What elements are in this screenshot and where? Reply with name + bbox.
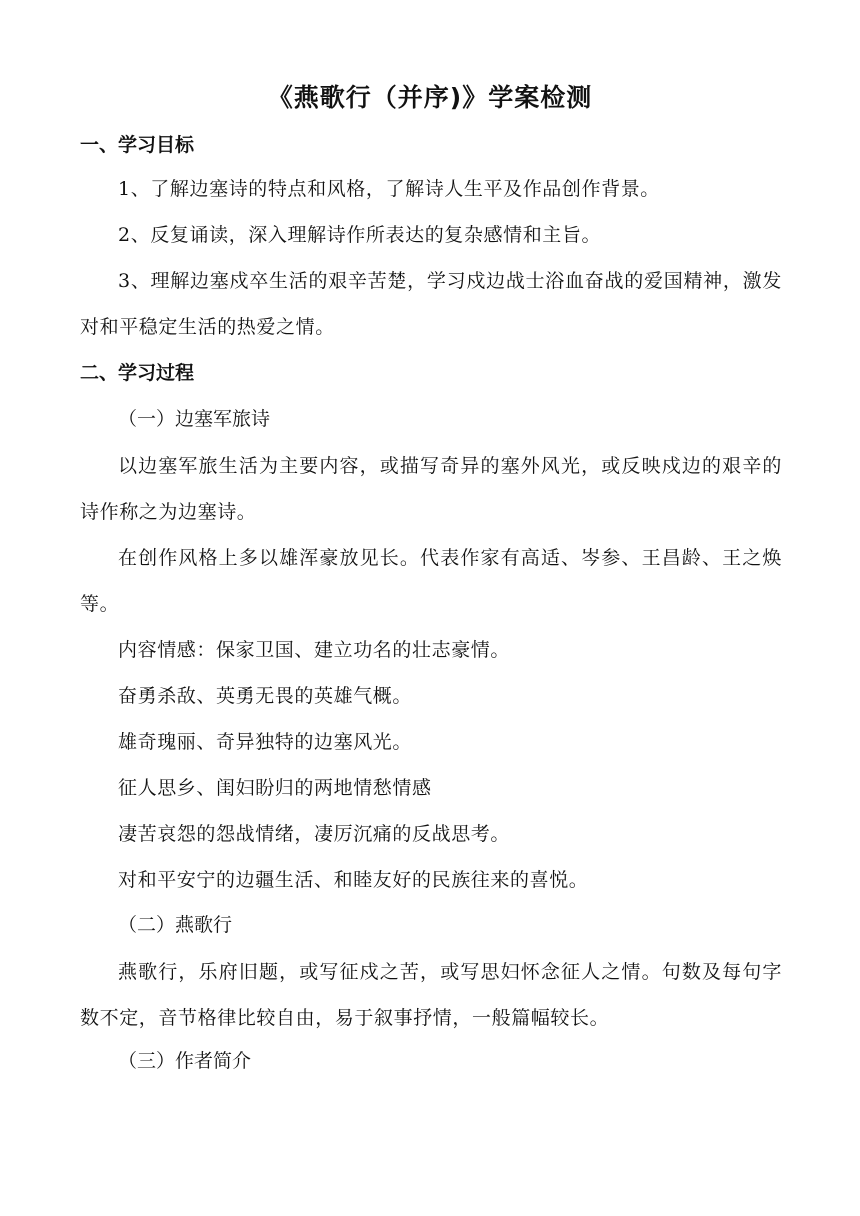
paragraph-yan-ge-xing-description: 燕歌行，乐府旧题，或写征戍之苦，或写思妇怀念征人之情。句数及每句字数不定，音节格律比较自由，易于叙事抒情，一般篇幅较长。	[80, 961, 782, 1029]
subsection-label-yan-ge-xing: （二）燕歌行	[118, 914, 233, 936]
paragraph-frontier-style: 在创作风格上多以雄浑豪放见长。代表作家有高适、岑参、王昌龄、王之焕等。	[80, 547, 782, 615]
objective-item-3: 3、理解边塞戍卒生活的艰辛苦楚，学习戍边战士浴血奋战的爱国精神，激发对和平稳定生活的热爱之情。	[80, 270, 782, 338]
section-heading-objectives: 一、学习目标	[80, 134, 195, 156]
objective-item-2: 2、反复诵读，深入理解诗作所表达的复杂感情和主旨。	[118, 224, 602, 246]
objective-item-1: 1、了解边塞诗的特点和风格，了解诗人生平及作品创作背景。	[118, 178, 660, 200]
paragraph-homesickness: 征人思乡、闺妇盼归的两地情愁情感	[118, 777, 432, 799]
paragraph-anti-war: 凄苦哀怨的怨战情绪，凄厉沉痛的反战思考。	[118, 823, 511, 845]
subsection-label-frontier-poetry: （一）边塞军旅诗	[118, 408, 271, 430]
section-heading-process: 二、学习过程	[80, 362, 195, 384]
paragraph-frontier-definition: 以边塞军旅生活为主要内容，或描写奇异的塞外风光，或反映戍边的艰辛的诗作称之为边塞诗。	[80, 455, 782, 523]
paragraph-peace-joy: 对和平安宁的边疆生活、和睦友好的民族往来的喜悦。	[118, 869, 589, 891]
paragraph-heroic-spirit: 奋勇杀敌、英勇无畏的英雄气概。	[118, 685, 413, 707]
document-title: 《燕歌行（并序)》学案检测	[267, 83, 593, 112]
paragraph-content-emotion: 内容情感：保家卫国、建立功名的壮志豪情。	[118, 639, 511, 661]
paragraph-frontier-scenery: 雄奇瑰丽、奇异独特的边塞风光。	[118, 731, 413, 753]
subsection-label-author-intro: （三）作者简介	[118, 1050, 252, 1072]
